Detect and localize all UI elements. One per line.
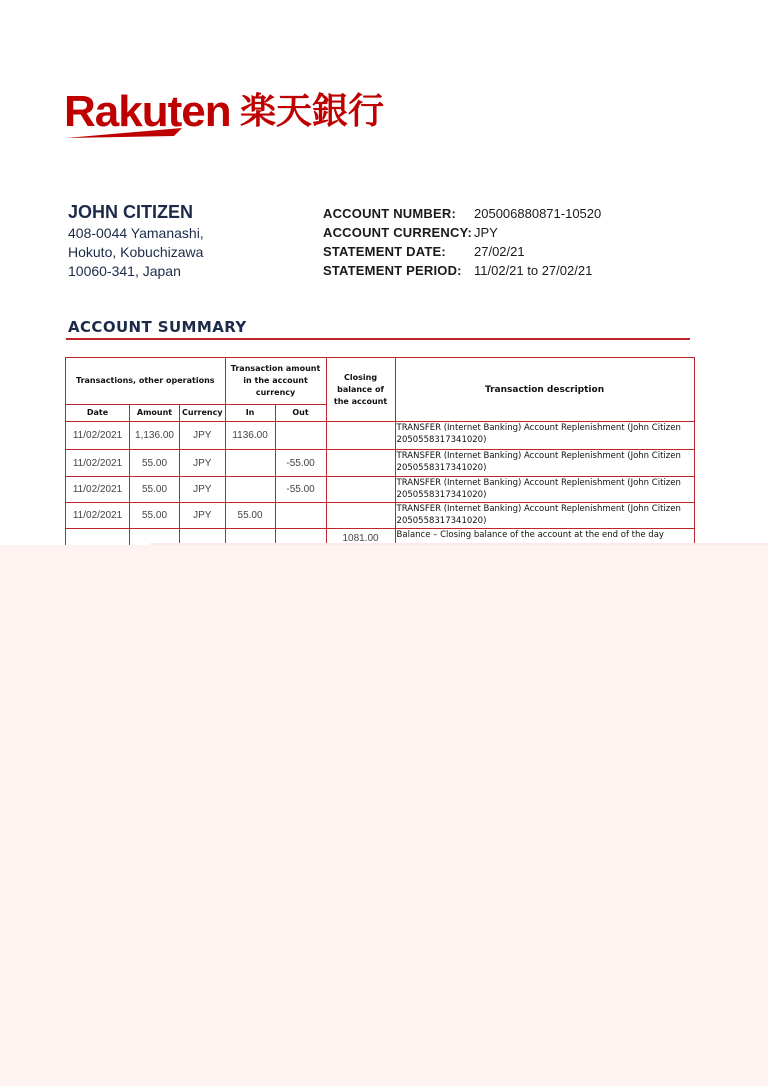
cell-description: TRANSFER (Internet Banking) Account Replenishment (John Citizen 2050558317341020) [395,503,694,529]
statement-date-row [323,242,703,261]
account-number-row [323,204,703,223]
cell-closing [326,450,395,477]
cell-amount: 55.00 [130,503,180,529]
cell-closing: 1081.00 [326,529,395,548]
header-amount: Amount [130,405,180,422]
cell-out: -55.00 [275,450,326,477]
account-number-value: 205006880871-10520 [474,206,602,221]
header-currency: Currency [180,405,226,422]
table-row [66,422,695,450]
table-row [66,477,695,503]
account-number-label: ACCOUNT NUMBER: [323,206,456,221]
cell-in [225,450,275,477]
statement-period-value: 11/02/21 to 27/02/21 [474,263,593,278]
customer-address-block [68,202,308,281]
cell-currency: JPY [180,450,226,477]
header-in: In [225,405,275,422]
cell-description: TRANSFER (Internet Banking) Account Replenishment (John Citizen 2050558317341020) [395,422,694,450]
table-row [66,503,695,529]
header-out: Out [275,405,326,422]
address-line: 408-0044 Yamanashi, [68,225,204,241]
cell-closing [326,503,395,529]
section-title: ACCOUNT SUMMARY [68,318,247,336]
cell-closing [326,477,395,503]
cell-date: 11/02/2021 [66,477,130,503]
transactions-table [65,357,695,568]
logo-kanji: 楽天銀行 [240,91,385,132]
cell-amount: 1,136.00 [130,422,180,450]
header-date: Date [66,405,130,422]
bank-logo [64,88,404,144]
cell-amount: 55.00 [130,477,180,503]
cell-out [275,503,326,529]
cell-in: 55.00 [225,503,275,529]
cell-description: Balance – Closing balance of the account at the end of the day [395,529,694,548]
logo-swoosh-icon [64,126,184,140]
address-line: Hokuto, Kobuchizawa [68,244,204,260]
header-transactions-group: Transactions, other operations [66,358,226,405]
statement-period-row [323,261,703,280]
cell-date: 11/02/2021 [66,503,130,529]
account-currency-label: ACCOUNT CURRENCY: [323,225,473,240]
cell-currency: JPY [180,503,226,529]
header-description: Transaction description [395,358,694,422]
logo-word: Rakuten [64,87,231,136]
address-line: 10060-341, Japan [68,263,181,279]
cell-in: 1136.00 [225,422,275,450]
cell-currency: JPY [180,477,226,503]
cell-description: TRANSFER (Internet Banking) Account Replenishment (John Citizen 2050558317341020) [395,477,694,503]
statement-date-label: STATEMENT DATE: [323,244,446,259]
table-row [66,450,695,477]
cell-in [225,477,275,503]
cell-out: -55.00 [275,477,326,503]
header-closing-balance: Closing balance of the account [326,358,395,422]
header-amount-group: Transaction amount in the account currency [225,358,326,405]
cell-date: 11/02/2021 [66,422,130,450]
cell-currency: JPY [180,422,226,450]
account-currency-row [323,223,703,242]
cell-date: 11/02/2021 [66,450,130,477]
account-details [323,204,703,280]
cell-amount: 55.00 [130,450,180,477]
section-divider [66,338,690,340]
blur-overlay [0,545,768,1086]
cell-closing [326,422,395,450]
cell-description: TRANSFER (Internet Banking) Account Replenishment (John Citizen 2050558317341020) [395,450,694,477]
customer-name: JOHN CITIZEN [68,202,194,222]
account-currency-value: JPY [474,225,498,240]
statement-date-value: 27/02/21 [474,244,525,259]
cell-out [275,422,326,450]
statement-period-label: STATEMENT PERIOD: [323,263,462,278]
